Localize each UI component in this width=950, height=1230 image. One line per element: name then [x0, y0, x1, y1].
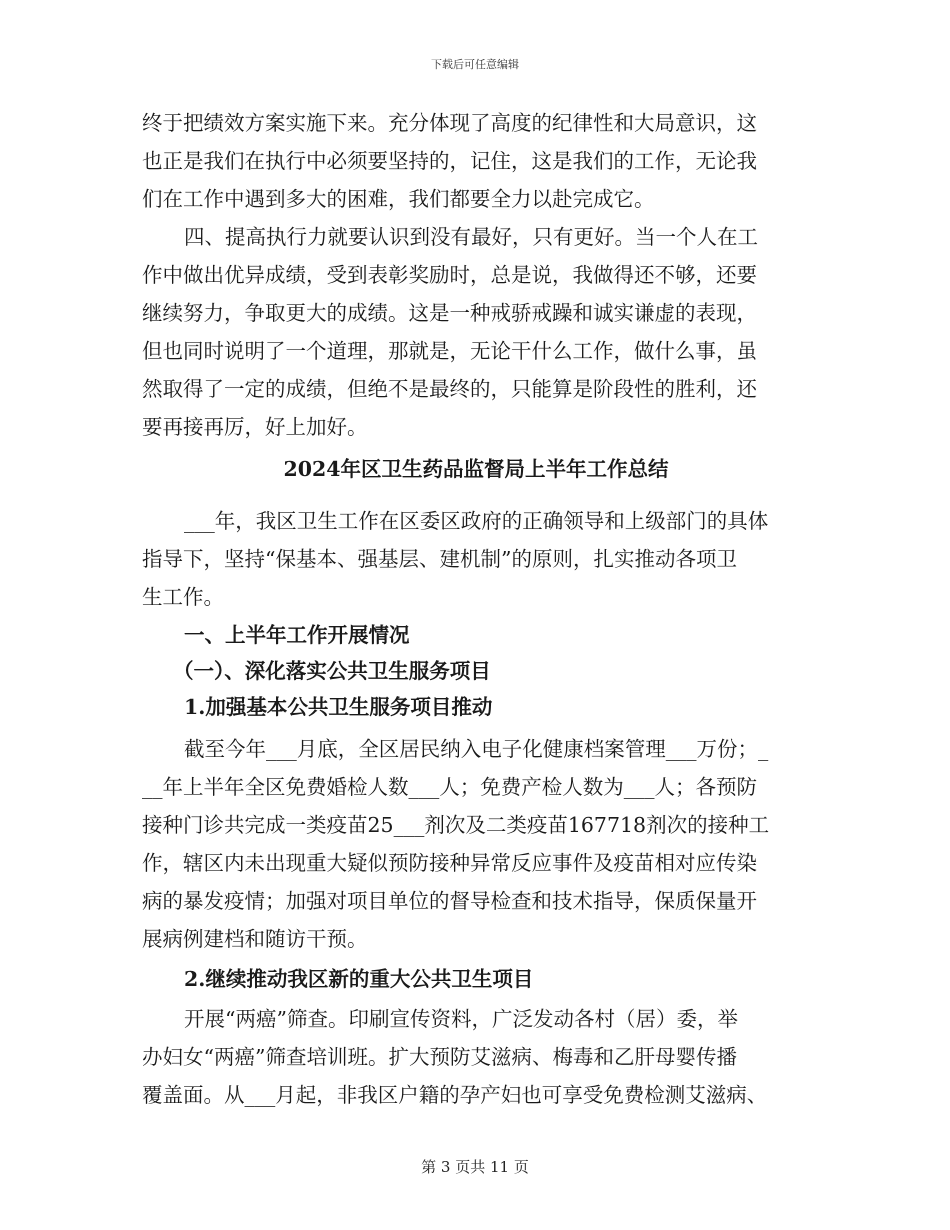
body-line: 继续努力，争取更大的成绩。这是一种戒骄戒躁和诚实谦虚的表现， [142, 301, 757, 325]
body-line: 开展“两癌”筛查。印刷宣传资料，广泛发动各村（居）委，举 [184, 1007, 738, 1031]
body-line: 接种门诊共完成一类疫苗25___剂次及二类疫苗167718剂次的接种工 [142, 813, 770, 837]
body-line: 覆盖面。从___月起，非我区户籍的孕产妇也可享受免费检测艾滋病、 [142, 1083, 768, 1107]
body-line: 生工作。 [142, 585, 224, 609]
body-line: 也正是我们在执行中必须要坚持的，记住，这是我们的工作，无论我 [142, 149, 757, 173]
heading-level-1: 一、上半年工作开展情况 [184, 623, 410, 647]
body-line: 们在工作中遇到多大的困难，我们都要全力以赴完成它。 [142, 187, 655, 211]
body-line: 病的暴发疫情；加强对项目单位的督导检查和技术指导，保质保量开 [142, 889, 757, 913]
body-line: 终于把绩效方案实施下来。充分体现了高度的纪律性和大局意识，这 [142, 111, 757, 135]
body-line: 指导下，坚持“保基本、强基层、建机制”的原则，扎实推动各项卫 [142, 547, 737, 571]
body-line: 作，辖区内未出现重大疑似预防接种异常反应事件及疫苗相对应传染 [142, 851, 757, 875]
heading-level-2: （一）、深化落实公共卫生服务项目 [173, 659, 491, 683]
intro-paragraph: ___年，我区卫生工作在区委区政府的正确领导和上级部门的具体 [184, 509, 769, 533]
body-line: 展病例建档和随访干预。 [142, 927, 368, 951]
body-line: 截至今年___月底，全区居民纳入电子化健康档案管理___万份；_ [184, 737, 769, 761]
body-line: __年上半年全区免费婚检人数___人；免费产检人数为___人；各预防 [142, 775, 757, 799]
body-line: 作中做出优异成绩，受到表彰奖励时，总是说，我做得还不够，还要 [142, 263, 757, 287]
body-line: 但也同时说明了一个道理，那就是，无论干什么工作，做什么事，虽 [142, 339, 757, 363]
section-four-paragraph: 四、提高执行力就要认识到没有最好，只有更好。当一个人在工 [184, 225, 758, 249]
heading-level-3: 2.继续推动我区新的重大公共卫生项目 [184, 967, 534, 991]
page-header: 下载后可任意编辑 [431, 58, 519, 71]
page-footer: 第 3 页共 11 页 [421, 1158, 529, 1176]
document-title: 2024年区卫生药品监督局上半年工作总结 [283, 457, 669, 481]
heading-level-3: 1.加强基本公共卫生服务项目推动 [184, 695, 493, 719]
body-line: 办妇女“两癌”筛查培训班。扩大预防艾滋病、梅毒和乙肝母婴传播 [142, 1045, 737, 1069]
body-line: 然取得了一定的成绩，但绝不是最终的，只能算是阶段性的胜利，还 [142, 377, 757, 401]
body-line: 要再接再厉，好上加好。 [142, 415, 368, 439]
